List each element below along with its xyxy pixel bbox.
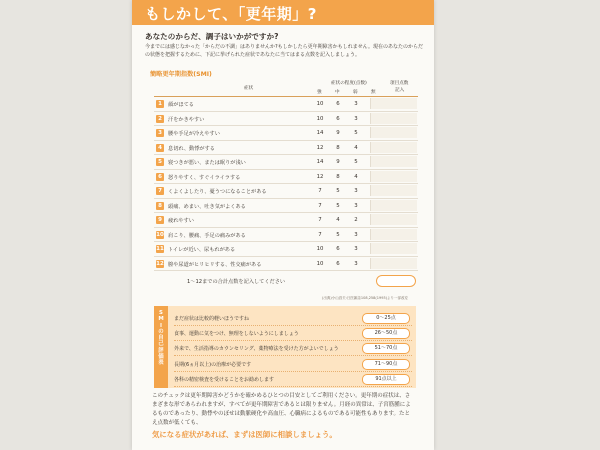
table-row [154, 112, 418, 127]
row-score-w: 4 [354, 173, 358, 180]
row-score-s: 12 [316, 173, 324, 180]
table-row [154, 170, 418, 185]
row-score-w: 3 [354, 188, 358, 194]
table-row [154, 141, 418, 156]
row-score-s: 7 [318, 188, 322, 194]
table-row [154, 97, 418, 112]
evaluation-side-text: S M I の 自 己 評 価 表 [158, 310, 164, 367]
row-symptom: 息切れ、動悸がする [168, 145, 215, 152]
row-score-w: 3 [354, 101, 358, 107]
row-score-m: 5 [336, 188, 340, 194]
row-score-w: 2 [354, 217, 358, 223]
table-row [154, 213, 418, 228]
row-score-m: 6 [336, 101, 340, 107]
row-symptom: 疲れやすい [168, 218, 194, 224]
col-symptom: 症状 [244, 86, 254, 91]
evaluation-text: 外来で、生活指導のカウンセリング、薬物療法を受けた方がよいでしょう [174, 346, 339, 353]
row-score-m: 6 [336, 260, 340, 267]
row-symptom: 膣や尿道がヒリヒリする、性交痛がある [168, 261, 262, 268]
evaluation-text: 食事、運動に気をつけ、無理をしないようにしましょう [174, 331, 299, 338]
smi-table [154, 79, 418, 271]
subtitle: あなたのからだ、調子はいかがですか? [145, 32, 279, 41]
row-score-w: 5 [354, 130, 358, 136]
row-number: 7 [156, 187, 164, 195]
row-number: 3 [156, 129, 164, 137]
row-number: 1 [156, 100, 164, 108]
row-number: 2 [156, 115, 164, 123]
row-score-input[interactable] [370, 214, 417, 225]
table-row [154, 199, 418, 214]
table-header [154, 79, 418, 97]
row-score-s: 10 [316, 246, 324, 252]
row-score-m: 5 [336, 202, 340, 209]
intro-text: 今までには感じなかった「からだの不調」はありませんか?もしかしたら更年期障害かもしれません。現在のあなたのからだの状態を把握するために、下記に挙げられた症状であなたに当てはまる点数を記入しましょう。 [145, 44, 423, 58]
row-score-input[interactable] [370, 98, 417, 109]
brochure-page [132, 0, 434, 450]
row-score-input[interactable] [370, 229, 417, 240]
row-symptom: 肩こり、腰痛、手足の痛みがある [168, 232, 246, 239]
evaluation-range: 51〜70点 [362, 343, 410, 354]
total-row [187, 275, 417, 287]
table-body [154, 97, 418, 271]
row-score-input[interactable] [370, 142, 417, 153]
row-score-m: 6 [336, 246, 340, 252]
evaluation-text: 各科の精密検査を受けることをお勧めします [174, 376, 275, 383]
col-score-line2: 記入 [395, 88, 405, 93]
evaluation-side-label [154, 306, 168, 388]
row-score-s: 12 [316, 144, 324, 151]
col-strong: 強 [317, 90, 322, 95]
row-score-s: 10 [316, 260, 324, 267]
evaluation-row [174, 357, 412, 372]
page-title: もしかして、「更年期」? [145, 5, 317, 23]
row-number: 5 [156, 158, 164, 166]
closing-text: このチェックは更年期障害かどうかを確かめるひとつの目安としてご利用ください。更年期の症状は、さまざまな形であらわれますが、すべてが更年期障害であるとは限りません。月経の異常は、子宮筋腫によるものであったり、動悸やのぼせは動脈硬化や高血圧、心臓病によるものである可能性もあります。たとえ点数が低くても、 [152, 393, 411, 426]
row-score-s: 10 [316, 115, 324, 122]
row-score-s: 7 [318, 231, 322, 238]
table-row [154, 184, 418, 199]
row-symptom: トイレが近い、尿もれがある [168, 247, 236, 253]
col-degree: 症状の程度(点数) [331, 81, 367, 86]
row-score-input[interactable] [370, 156, 417, 167]
table-row [154, 242, 418, 257]
evaluation-row [174, 326, 412, 341]
row-score-input[interactable] [370, 185, 417, 196]
row-score-m: 4 [336, 217, 340, 223]
col-medium: 中 [335, 90, 340, 95]
row-score-w: 3 [354, 231, 358, 238]
evaluation-range: 26〜50点 [362, 328, 410, 339]
row-number: 12 [156, 260, 164, 267]
row-number: 11 [156, 246, 164, 252]
row-score-w: 3 [354, 260, 358, 267]
source-note: (出典)小山嵩夫:日医雑誌108,258(1993)より一部改変 [322, 296, 409, 300]
evaluation-table [154, 306, 416, 388]
closing-highlight: 気になる症状があれば、まずは医師に相談しましょう。 [152, 430, 337, 439]
row-number: 10 [156, 231, 164, 238]
row-score-s: 14 [316, 159, 324, 165]
smi-title: 簡略更年期指数(SMI) [150, 71, 212, 78]
evaluation-row [174, 311, 412, 326]
row-symptom: 汗をかきやすい [168, 116, 205, 123]
row-number: 6 [156, 173, 164, 181]
row-number: 8 [156, 202, 164, 210]
row-score-m: 8 [336, 144, 340, 151]
row-score-input[interactable] [370, 171, 417, 182]
row-score-w: 5 [354, 159, 358, 165]
evaluation-range: 91点以上 [362, 374, 410, 385]
row-number: 9 [156, 216, 164, 224]
col-weak: 弱 [353, 90, 358, 95]
row-score-m: 5 [336, 231, 340, 238]
table-row [154, 126, 418, 141]
row-symptom: 頭痛、めまい、吐き気がよくある [168, 203, 246, 210]
row-score-input[interactable] [370, 243, 417, 254]
row-symptom: 腰や手足が冷えやすい [168, 131, 220, 137]
evaluation-range: 71〜90点 [362, 359, 410, 370]
row-score-s: 10 [316, 101, 324, 107]
table-row [154, 257, 418, 272]
row-score-w: 4 [354, 144, 358, 151]
evaluation-text: まだ症状は比較的軽いほうですね [174, 316, 250, 322]
evaluation-row [174, 341, 412, 356]
row-score-input[interactable] [370, 258, 417, 269]
total-label: 1〜12までの合計点数を記入してください [187, 279, 286, 285]
evaluation-range: 0〜25点 [362, 313, 410, 324]
table-row [154, 155, 418, 170]
row-score-m: 6 [336, 115, 340, 122]
row-score-input[interactable] [370, 113, 417, 124]
row-score-s: 14 [316, 130, 324, 136]
row-symptom: 怒りやすく、すぐイライラする [168, 174, 241, 181]
total-score-input[interactable] [376, 275, 416, 287]
row-symptom: 寝つきが悪い、または眠りが浅い [168, 160, 246, 166]
title-banner [132, 0, 434, 25]
evaluation-row [174, 372, 412, 387]
col-none: 無 [371, 90, 376, 95]
row-symptom: 顔がほてる [168, 102, 194, 108]
table-row [154, 228, 418, 243]
col-score-line1: 項目点数 [390, 81, 409, 86]
row-score-w: 3 [354, 115, 358, 122]
row-score-w: 3 [354, 202, 358, 209]
row-symptom: くよくよしたり、憂うつになることがある [168, 189, 267, 195]
row-score-s: 7 [318, 217, 322, 223]
evaluation-text: 長期(6ヵ月以上)の治療が必要です [174, 361, 252, 368]
row-score-input[interactable] [370, 200, 417, 211]
row-number: 4 [156, 144, 164, 152]
row-score-m: 9 [336, 130, 340, 136]
row-score-w: 3 [354, 246, 358, 252]
row-score-input[interactable] [370, 127, 417, 138]
row-score-m: 9 [336, 159, 340, 165]
row-score-m: 8 [336, 173, 340, 180]
row-score-s: 7 [318, 202, 322, 209]
